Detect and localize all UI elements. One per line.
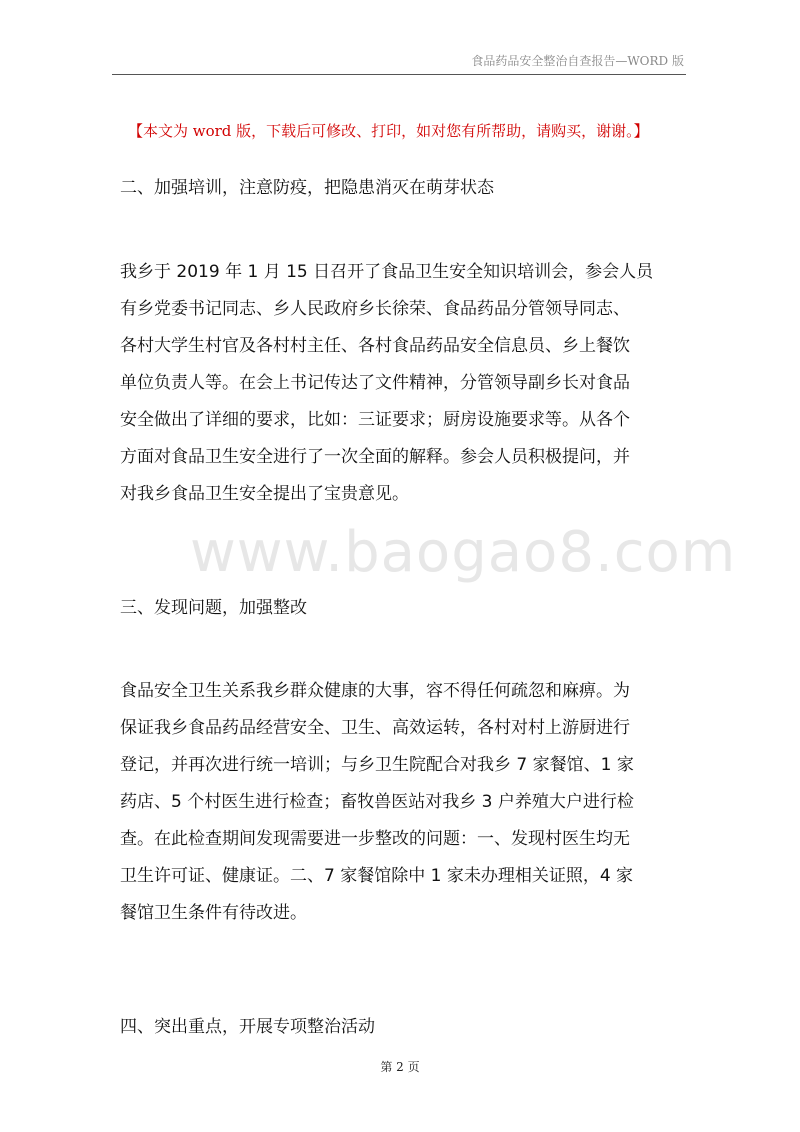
header-title: 食品药品安全整治自查报告—WORD 版 (471, 54, 684, 68)
paragraph-line: 单位负责人等。在会上书记传达了文件精神，分管领导副乡长对食品 (120, 373, 630, 393)
paragraph-line: 我乡于 2019 年 1 月 15 日召开了食品卫生安全知识培训会，参会人员 (120, 262, 654, 282)
paragraph-line: 查。在此检查期间发现需要进一步整改的问题：一、发现村医生均无 (120, 829, 630, 849)
paragraph-line: 各村大学生村官及各村村主任、各村食品药品安全信息员、乡上餐饮 (120, 336, 630, 356)
paragraph-line: 药店、5 个村医生进行检查；畜牧兽医站对我乡 3 户养殖大户进行检 (120, 792, 634, 812)
paragraph-line: 登记，并再次进行统一培训；与乡卫生院配合对我乡 7 家餐馆、1 家 (120, 755, 634, 775)
paragraph-line: 对我乡食品卫生安全提出了宝贵意见。 (120, 484, 409, 504)
paragraph-line: 食品安全卫生关系我乡群众健康的大事，容不得任何疏忽和麻痹。为 (120, 681, 630, 701)
paragraph-line: 餐馆卫生条件有待改进。 (120, 903, 307, 923)
section-heading: 四、突出重点，开展专项整治活动 (120, 1017, 375, 1037)
section-heading: 三、发现问题，加强整改 (120, 598, 307, 618)
paragraph-line: 有乡党委书记同志、乡人民政府乡长徐荣、食品药品分管领导同志、 (120, 299, 630, 319)
paragraph-line: 安全做出了详细的要求，比如：三证要求；厨房设施要求等。从各个 (120, 410, 630, 430)
paragraph-line: 保证我乡食品药品经营安全、卫生、高效运转，各村对村上游厨进行 (120, 718, 630, 738)
section-heading: 二、加强培训，注意防疫，把隐患消灭在萌芽状态 (120, 178, 494, 198)
page-number: 第 2 页 (380, 1060, 420, 1074)
purchase-notice: 【本文为 word 版，下载后可修改、打印，如对您有所帮助，请购买，谢谢。】 (128, 122, 649, 140)
paragraph-line: 方面对食品卫生安全进行了一次全面的解释。参会人员积极提问，并 (120, 447, 630, 467)
watermark: www.baogao8.com (190, 520, 737, 585)
header-divider (112, 74, 686, 75)
paragraph-line: 卫生许可证、健康证。二、7 家餐馆除中 1 家未办理相关证照，4 家 (120, 866, 634, 886)
